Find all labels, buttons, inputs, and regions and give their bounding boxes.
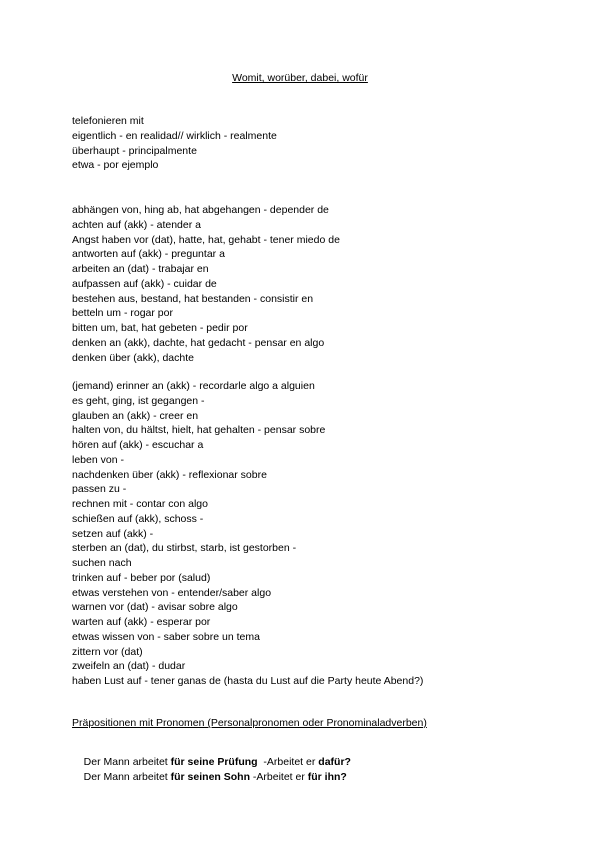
- vocab-line: bestehen aus, bestand, hat bestanden - consistir en: [72, 292, 314, 305]
- vocab-line: suchen nach: [72, 557, 132, 569]
- vocab-line: schießen auf (akk), schoss -: [72, 512, 204, 525]
- vocab-line: bitten um, bat, hat gebeten - pedir por: [72, 322, 248, 334]
- example-line: [72, 759, 347, 795]
- vocab-line: aufpassen auf (akk) - cuidar de: [72, 277, 217, 290]
- vocab-line: Angst haben vor (dat), hatte, hat, gehabt - tener miedo de: [72, 233, 340, 246]
- vocab-line: passen zu -: [72, 483, 127, 496]
- example-bold: für seine Prüfung: [170, 756, 258, 768]
- page-title: Womit, worüber, dabei, wofür: [232, 72, 368, 84]
- vocab-line: rechnen mit - contar con algo: [72, 498, 208, 510]
- vocab-line: hören auf (akk) - escuchar a: [72, 439, 204, 451]
- vocab-line: arbeiten an (dat) - trabajar en: [72, 263, 209, 275]
- vocab-line: (jemand) erinner an (akk) - recordarle algo a alguien: [72, 380, 315, 392]
- vocab-line: etwa - por ejemplo: [72, 159, 159, 172]
- vocab-line: zweifeln an (dat) - dudar: [72, 660, 186, 673]
- vocab-line: eigentlich - en realidad// wirklich - realmente: [72, 129, 277, 142]
- vocab-line: haben Lust auf - tener ganas de (hasta du Lust auf die Party heute Abend?): [72, 675, 424, 687]
- verbs-list-1: [72, 203, 340, 365]
- vocab-line: warten auf (akk) - esperar por: [72, 616, 211, 628]
- vocab-line: leben von -: [72, 453, 124, 466]
- example-text: -Arbeitet er: [249, 771, 308, 783]
- vocab-line: etwas wissen von - saber sobre un tema: [72, 630, 260, 643]
- vocab-line: telefonieren mit: [72, 115, 144, 127]
- vocab-line: halten von, du hältst, hielt, hat gehalten - pensar sobre: [72, 424, 326, 437]
- vocab-line: trinken auf - beber por (salud): [72, 571, 211, 584]
- example-text: -Arbeitet er: [257, 756, 319, 768]
- vocab-line: überhaupt - principalmente: [72, 144, 197, 157]
- vocab-line: warnen vor (dat) - avisar sobre algo: [72, 601, 238, 614]
- vocab-line: es geht, ging, ist gegangen -: [72, 394, 205, 407]
- example-bold: für seinen Sohn: [170, 771, 250, 783]
- vocab-line: etwas verstehen von - entender/saber algo: [72, 586, 272, 599]
- vocab-line: antworten auf (akk) - preguntar a: [72, 248, 225, 261]
- vocab-line: zittern vor (dat): [72, 645, 143, 658]
- example-bold: für ihn?: [307, 771, 347, 783]
- section-subheading: Präpositionen mit Pronomen (Personalpronomen oder Pronominaladverben): [72, 717, 427, 729]
- vocab-line: nachdenken über (akk) - reflexionar sobre: [72, 468, 267, 481]
- vocab-line: sterben an (dat), du stirbst, starb, ist gestorben -: [72, 542, 297, 555]
- vocab-line: betteln um - rogar por: [72, 307, 173, 320]
- vocab-line: achten auf (akk) - atender a: [72, 218, 201, 231]
- vocab-line: setzen auf (akk) -: [72, 527, 154, 540]
- vocab-line: denken an (akk), dachte, hat gedacht - pensar en algo: [72, 336, 325, 349]
- adverbs-list: [72, 114, 277, 173]
- vocab-line: abhängen von, hing ab, hat abgehangen - depender de: [72, 204, 329, 216]
- example-bold: dafür?: [318, 756, 351, 768]
- verbs-list-2: [72, 379, 423, 689]
- example-text: Der Mann arbeitet: [83, 756, 171, 768]
- vocab-line: denken über (akk), dachte: [72, 351, 194, 364]
- vocab-line: glauben an (akk) - creer en: [72, 409, 199, 422]
- example-text: Der Mann arbeitet: [83, 771, 171, 783]
